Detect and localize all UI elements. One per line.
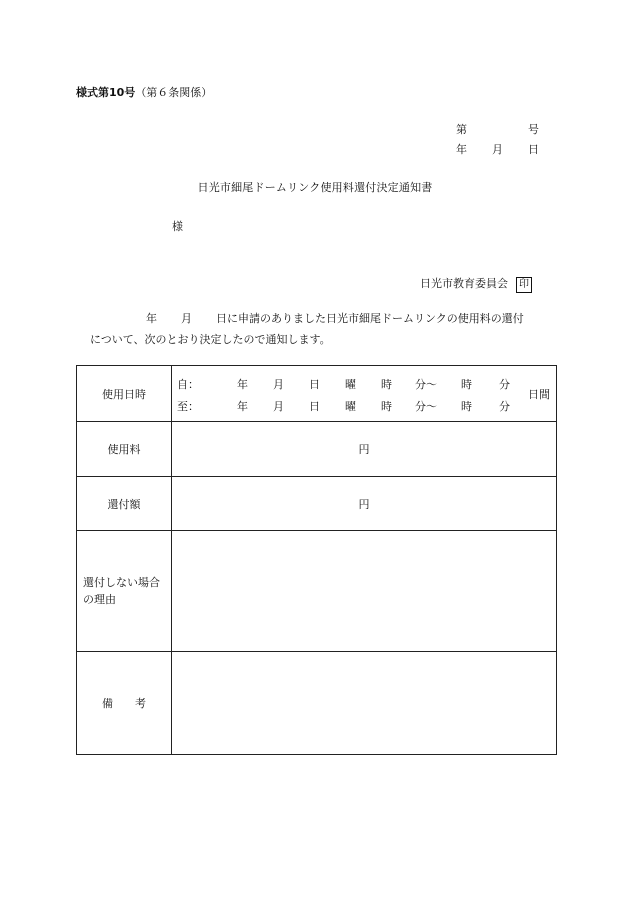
to-weekday: 曜: [345, 400, 356, 413]
fee-row: [77, 422, 556, 477]
from-day: 日: [309, 378, 320, 391]
remarks-label: [77, 652, 172, 754]
fee-value: [172, 422, 556, 476]
to-day: 日: [309, 400, 320, 413]
form-number: [76, 84, 212, 100]
body-line1-text: 日に申請のありました日光市細尾ドームリンクの使用料の還付: [216, 312, 524, 325]
to-end-minute: 分: [499, 400, 510, 413]
addressee-suffix: 様: [172, 220, 183, 233]
from-hour: 時: [381, 378, 392, 391]
date-year: 年: [456, 143, 467, 156]
to-label: 至：: [177, 400, 199, 413]
date-day: 日: [528, 143, 539, 156]
from-end-hour: 時: [461, 378, 472, 391]
from-year: 年: [237, 378, 248, 391]
body-line-1: [146, 310, 524, 326]
from-end-minute: 分: [499, 378, 510, 391]
form-reference: （第６条関係）: [135, 86, 213, 99]
body-month: 月: [181, 312, 192, 325]
refund-label: 還付額: [77, 477, 172, 530]
days-label: 日間: [528, 388, 550, 401]
to-end-hour: 時: [461, 400, 472, 413]
document-title: 日光市細尾ドームリンク使用料還付決定通知書: [197, 181, 433, 194]
fee-unit: 円: [358, 443, 370, 456]
refund-row: [77, 477, 556, 531]
issuer: [420, 275, 532, 293]
seal-box: 印: [516, 277, 532, 293]
issuer-name: 日光市教育委員会: [420, 277, 508, 290]
usage-datetime-row: [77, 366, 556, 422]
body-year: 年: [146, 312, 157, 325]
body-line-2: について、次のとおり決定したので通知します。: [90, 333, 331, 346]
no-refund-reason-text: 還付しない場合の理由: [83, 576, 160, 606]
refund-unit: 円: [358, 497, 370, 511]
to-month: 月: [273, 400, 284, 413]
no-refund-reason-label: [77, 531, 172, 651]
from-weekday: 曜: [345, 378, 356, 391]
date-month: 月: [492, 143, 503, 156]
to-hour: 時: [381, 400, 392, 413]
doc-number-prefix: 第: [456, 123, 467, 136]
form-number-label: 様式第10号: [76, 86, 136, 99]
remarks-text: 備 考: [102, 697, 146, 710]
refund-table: [76, 365, 557, 755]
no-refund-reason-row: [77, 531, 556, 652]
to-minute-tilde: 分～: [415, 400, 437, 413]
from-minute-tilde: 分～: [415, 378, 437, 391]
remarks-row: [77, 652, 556, 754]
no-refund-reason-value: [172, 531, 556, 651]
refund-value: [172, 477, 556, 530]
fee-label: 使用料: [77, 422, 172, 476]
doc-number-suffix: 号: [528, 123, 539, 136]
remarks-value: [172, 652, 556, 754]
to-year: 年: [237, 400, 248, 413]
usage-datetime-label: 使用日時: [77, 366, 172, 421]
from-month: 月: [273, 378, 284, 391]
from-label: 自：: [177, 378, 199, 391]
